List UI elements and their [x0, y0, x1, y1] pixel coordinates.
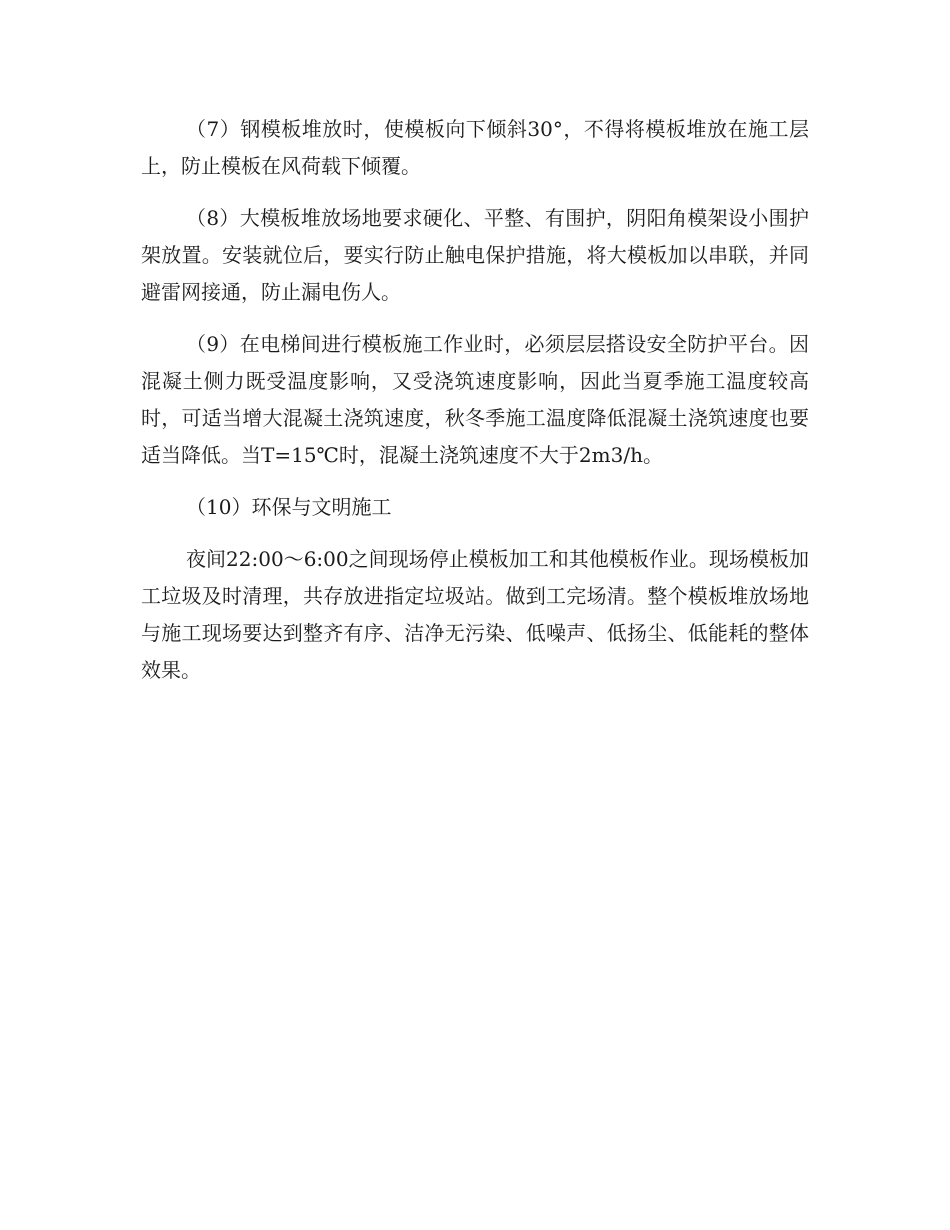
document-body — [141, 111, 809, 689]
paragraph-steel-formwork-stacking: （7）钢模板堆放时，使模板向下倾斜30°，不得将模板堆放在施工层上，防止模板在风荷载下倾覆。 — [141, 117, 809, 178]
paragraph-environmental-heading: （10）环保与文明施工 — [186, 495, 392, 519]
paragraph-elevator-shaft-safety: （9）在电梯间进行模板施工作业时，必须层层搭设安全防护平台。因混凝土侧力既受温度影响，又受浇筑速度影响，因此当夏季施工温度较高时，可适当增大混凝土浇筑速度，秋冬季施工温度降低混凝土浇筑速度也要适当降低。当T=15℃时，混凝土浇筑速度不大于2m3/h。 — [141, 332, 809, 467]
paragraph-large-formwork-site: （8）大模板堆放场地要求硬化、平整、有围护，阴阳角模架设小围护架放置。安装就位后，要实行防止触电保护措施，将大模板加以串联，并同避雷网接通，防止漏电伤人。 — [141, 206, 809, 304]
paragraph-night-work-rules: 夜间22:00～6:00之间现场停止模板加工和其他模板作业。现场模板加工垃圾及时清理，共存放进指定垃圾站。做到工完场清。整个模板堆放场地与施工现场要达到整齐有序、洁净无污染、低噪声、低扬尘、低能耗的整体效果。 — [141, 547, 809, 682]
